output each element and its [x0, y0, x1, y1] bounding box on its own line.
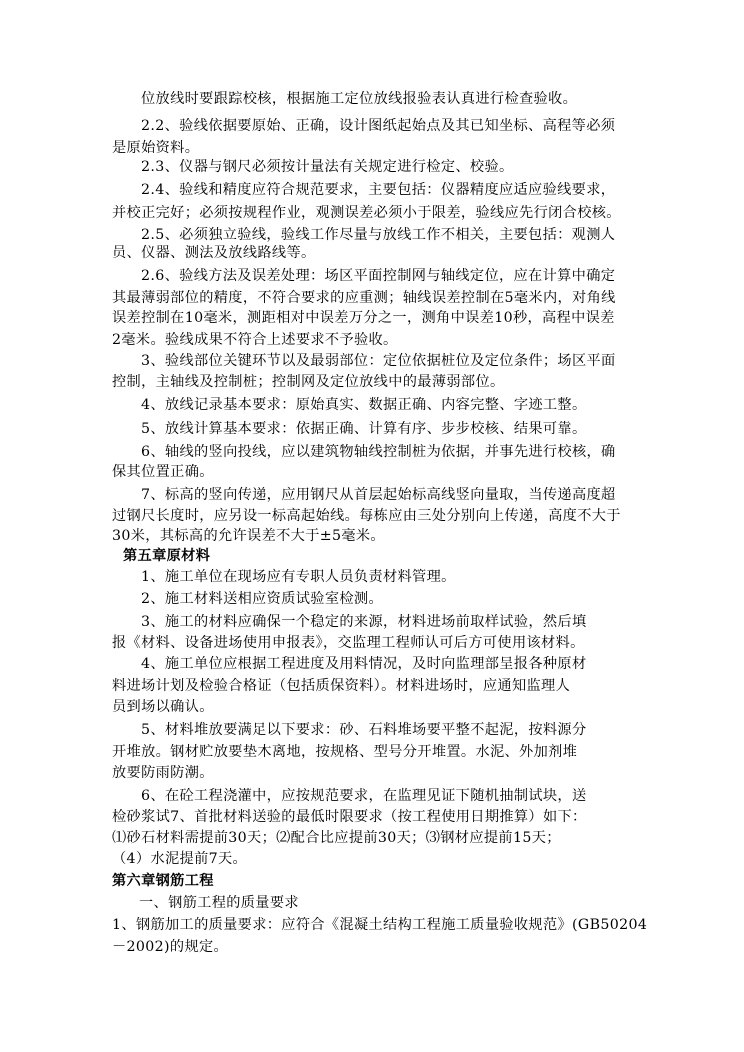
text-line: 2.6、验线方法及误差处理：场区平面控制网与轴线定位，应在计算中确定 [141, 268, 616, 284]
text-line: 5、放线计算基本要求：依据正确、计算有序、步步校核、结果可靠。 [141, 421, 587, 437]
text-line: 过钢尺长度时，应另设一标高起始线。每栋应由三处分别向上传递，高度不大于 [112, 508, 621, 524]
text-line: 并校正完好；必须按规程作业，观测误差必须小于限差，验线应先行闭合校核。 [112, 205, 621, 221]
text-line: 2毫米。验线成果不符合上述要求不予验收。 [112, 332, 398, 348]
text-line: 误差控制在10毫米，测距相对中误差万分之一，测角中误差10秒，高程中误差 [112, 310, 615, 326]
text-line: ⑴砂石材料需提前30天；⑵配合比应提前30天；⑶钢材应提前15天； [112, 830, 561, 846]
text-line: 1、施工单位在现场应有专职人员负责材料管理。 [141, 569, 456, 585]
chapter-heading: 第六章钢筋工程 [112, 873, 214, 889]
text-line: 3、验线部位关键环节以及最弱部位：定位依据桩位及定位条件；场区平面 [141, 353, 616, 369]
text-line: 2.5、必须独立验线，验线工作尽量与放线工作不相关，主要包括：观测人 [141, 227, 616, 243]
text-line: 6、轴线的竖向投线，应以建筑物轴线控制桩为依据，并事先进行校核，确 [141, 444, 616, 460]
text-line: －2002)的规定。 [112, 939, 229, 955]
text-line: 放要防雨防潮。 [112, 765, 214, 781]
text-line: 位放线时要跟踪校核，根据施工定位放线报验表认真进行检查验收。 [141, 91, 578, 107]
text-line: 2.2、验线依据要原始、正确，设计图纸起始点及其已知坐标、高程等必须 [141, 118, 616, 134]
text-line: 2.4、验线和精度应符合规范要求，主要包括：仪器精度应适应验线要求， [141, 182, 616, 198]
text-line: 料进场计划及检验合格证（包括质保资料）。材料进场时，应通知监理人 [112, 678, 571, 694]
text-line: 其最薄弱部位的精度，不符合要求的应重测；轴线误差控制在5毫米内，对角线 [112, 290, 616, 306]
text-line: 控制，主轴线及控制桩；控制网及定位放线中的最薄弱部位。 [112, 374, 505, 390]
text-line: （4）水泥提前7天。 [112, 851, 248, 867]
text-line: 员到场以确认。 [112, 699, 214, 715]
text-line: 报《材料、设备进场使用申报表》，交监理工程师认可后方可使用该材料。 [112, 635, 585, 651]
text-line: 4、放线记录基本要求：原始真实、数据正确、内容完整、字迹工整。 [141, 397, 587, 413]
text-line: 2、施工材料送相应资质试验室检测。 [141, 591, 383, 607]
text-line: 30米，其标高的允许误差不大于±5毫米。 [112, 528, 385, 544]
text-line: 5、材料堆放要满足以下要求：砂、石料堆场要平整不起泥，按料源分 [141, 722, 587, 738]
section-heading: 一、钢筋工程的质量要求 [139, 895, 299, 911]
text-line: 检砂浆试7、首批材料送验的最低时限要求（按工程使用日期推算）如下： [112, 809, 587, 825]
text-line: 6、在砼工程浇灌中，应按规范要求，在监理见证下随机抽制试块，送 [141, 788, 587, 804]
text-line: 1、钢筋加工的质量要求：应符合《混凝土结构工程施工质量验收规范》(GB50204 [112, 917, 648, 933]
text-line: 3、施工的材料应确保一个稳定的来源，材料进场前取样试验，然后填 [141, 614, 587, 630]
text-line: 是原始资料。 [112, 140, 200, 156]
text-line: 4、施工单位应根据工程进度及用料情况，及时向监理部呈报各种原材 [141, 656, 587, 672]
text-line: 7、标高的竖向传递，应用钢尺从首层起始标高线竖向量取，当传递高度超 [141, 487, 616, 503]
text-line: 员、仪器、测法及放线路线等。 [112, 245, 316, 261]
text-line: 开堆放。钢材贮放要垫木离地，按规格、型号分开堆置。水泥、外加剂堆 [112, 744, 578, 760]
chapter-heading: 第五章原材料 [123, 548, 211, 564]
text-line: 保其位置正确。 [112, 464, 214, 480]
text-line: 2.3、仪器与钢尺必须按计量法有关规定进行检定、校验。 [141, 159, 514, 175]
